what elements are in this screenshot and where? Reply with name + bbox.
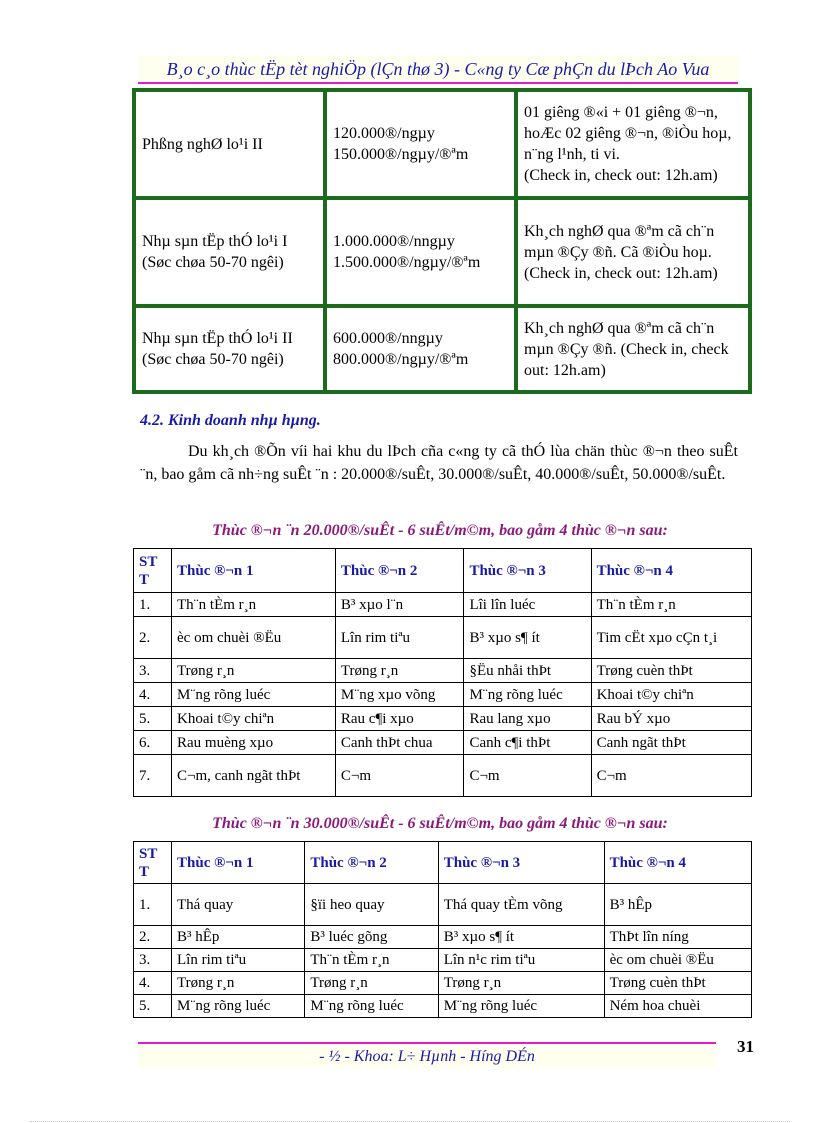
column-header: Thùc ®¬n 3 xyxy=(438,842,604,884)
menu2-table xyxy=(133,841,752,1018)
table-row xyxy=(134,659,752,683)
table-cell: 2. xyxy=(134,617,172,659)
table-header-row xyxy=(134,842,752,884)
table-cell: M¨ng rõng luéc xyxy=(305,995,438,1018)
table-row xyxy=(134,90,750,198)
table-cell: Rau lang xµo xyxy=(464,707,591,731)
table-cell: M¨ng rõng luéc xyxy=(438,995,604,1018)
table-cell: Rau bÝ xµo xyxy=(591,707,751,731)
page-header: B¸o c¸o thùc tËp tèt nghiÖp (lÇn thø 3) - C«ng ty Cæ phÇn du lÞch Ao Vua xyxy=(138,56,738,84)
table-cell: Khoai t©y chiªn xyxy=(591,683,751,707)
table-cell: Lîi lîn luéc xyxy=(464,593,591,617)
table-cell: 6. xyxy=(134,731,172,755)
column-header: Thùc ®¬n 4 xyxy=(604,842,751,884)
column-header: Thùc ®¬n 2 xyxy=(335,549,464,593)
page-footer: - ½ - Khoa: L÷ Hµnh - Híng DÉn xyxy=(138,1042,716,1068)
column-header: Thùc ®¬n 1 xyxy=(172,549,336,593)
table-cell: C¬m xyxy=(335,755,464,797)
menu2-title: Thùc ®¬n ¨n 30.000®/suÊt - 6 suÊt/m©m, bao gåm 4 thùc ®¬n sau: xyxy=(212,815,668,832)
bottom-divider xyxy=(30,1121,790,1122)
table-cell: B³ hÊp xyxy=(172,926,305,949)
column-header: ST T xyxy=(134,842,172,884)
room-price: 1.000.000®/nngµy 1.500.000®/ngµy/®ªm xyxy=(325,198,516,306)
table-cell: Lîn rim tiªu xyxy=(335,617,464,659)
room-name: Nhµ sµn tËp thÓ lo¹i II (Søc chøa 50-70 ngêi) xyxy=(134,306,325,392)
table-cell: Canh thÞt chua xyxy=(335,731,464,755)
intro-paragraph xyxy=(140,440,738,486)
section-heading: 4.2. Kinh doanh nhµ hµng. xyxy=(140,412,321,429)
table-cell: Canh c¶i thÞt xyxy=(464,731,591,755)
menu1-table xyxy=(133,548,752,797)
table-cell: 3. xyxy=(134,949,172,972)
table-cell: Trøng cuèn thÞt xyxy=(591,659,751,683)
table-cell: §ïi heo quay xyxy=(305,884,438,926)
table-cell: 1. xyxy=(134,884,172,926)
table-cell: Rau muèng xµo xyxy=(172,731,336,755)
table-cell: Trøng r¸n xyxy=(172,659,336,683)
table-cell: èc om chuèi ®Ëu xyxy=(172,617,336,659)
table-row xyxy=(134,593,752,617)
table-cell: C¬m xyxy=(464,755,591,797)
table-cell: 2. xyxy=(134,926,172,949)
table-row xyxy=(134,617,752,659)
table-cell: Thá quay tÈm võng xyxy=(438,884,604,926)
table-row xyxy=(134,995,752,1018)
table-cell: Khoai t©y chiªn xyxy=(172,707,336,731)
table-cell: C¬m, canh ngãt thÞt xyxy=(172,755,336,797)
table-cell: 1. xyxy=(134,593,172,617)
table-cell: 5. xyxy=(134,995,172,1018)
table-cell: Trøng r¸n xyxy=(335,659,464,683)
column-header: Thùc ®¬n 2 xyxy=(305,842,438,884)
table-cell: 4. xyxy=(134,972,172,995)
table-cell: èc om chuèi ®Ëu xyxy=(604,949,751,972)
table-row xyxy=(134,755,752,797)
room-price: 600.000®/nngµy 800.000®/ngµy/®ªm xyxy=(325,306,516,392)
table-cell: B³ xµo s¶ ít xyxy=(464,617,591,659)
table-cell: B³ xµo l¨n xyxy=(335,593,464,617)
column-header: Thùc ®¬n 1 xyxy=(172,842,305,884)
table-row xyxy=(134,926,752,949)
table-cell: M¨ng xµo võng xyxy=(335,683,464,707)
table-cell: Trøng r¸n xyxy=(438,972,604,995)
table-cell: Lîn rim tiªu xyxy=(172,949,305,972)
table-cell: C¬m xyxy=(591,755,751,797)
table-cell: Ném hoa chuèi xyxy=(604,995,751,1018)
table-cell: Tim cËt xµo cÇn t¸i xyxy=(591,617,751,659)
table-cell: Th¨n tÈm r¸n xyxy=(591,593,751,617)
table-row xyxy=(134,972,752,995)
table-row xyxy=(134,949,752,972)
table-cell: Thá quay xyxy=(172,884,305,926)
table-row xyxy=(134,884,752,926)
table-cell: Th¨n tÈm r¸n xyxy=(172,593,336,617)
column-header: Thùc ®¬n 4 xyxy=(591,549,751,593)
room-name: Nhµ sµn tËp thÓ lo¹i I (Søc chøa 50-70 ngêi) xyxy=(134,198,325,306)
table-row xyxy=(134,731,752,755)
room-desc: 01 giêng ®«i + 01 giêng ®¬n, hoÆc 02 giêng ®¬n, ®iÒu hoµ, n¨ng l¹nh, ti vi. (Check in, check out: 12h.am) xyxy=(516,90,750,198)
table-cell: 4. xyxy=(134,683,172,707)
paragraph-text: Du kh¸ch ®Õn víi hai khu du lÞch cña c«ng ty cã thÓ lùa chän thùc ®¬n theo suÊt ¨n, bao gåm cã nh÷ng suÊt ¨n : 20.000®/suÊt, 30.000®/suÊt, 40.000®/suÊt, 50.000®/suÊt. xyxy=(140,443,738,483)
table-row xyxy=(134,707,752,731)
table-cell: M¨ng rõng luéc xyxy=(464,683,591,707)
room-desc: Kh¸ch nghØ qua ®ªm cã ch¨n mµn ®Çy ®ñ. Cã ®iÒu hoµ. (Check in, check out: 12h.am) xyxy=(516,198,750,306)
table-cell: Lîn n¹c rim tiªu xyxy=(438,949,604,972)
column-header: ST T xyxy=(134,549,172,593)
table-cell: 5. xyxy=(134,707,172,731)
room-price-table xyxy=(132,88,752,394)
table-cell: 7. xyxy=(134,755,172,797)
table-cell: M¨ng rõng luéc xyxy=(172,683,336,707)
table-cell: Trøng r¸n xyxy=(305,972,438,995)
table-cell: B³ xµo s¶ ít xyxy=(438,926,604,949)
table-row xyxy=(134,683,752,707)
table-header-row xyxy=(134,549,752,593)
table-cell: §Ëu nhåi thÞt xyxy=(464,659,591,683)
room-name: Phßng nghØ lo¹i II xyxy=(134,90,325,198)
table-cell: B³ hÊp xyxy=(604,884,751,926)
room-price: 120.000®/ngµy 150.000®/ngµy/®ªm xyxy=(325,90,516,198)
page-number: 31 xyxy=(737,1037,754,1056)
table-cell: M¨ng rõng luéc xyxy=(172,995,305,1018)
menu1-title: Thùc ®¬n ¨n 20.000®/suÊt - 6 suÊt/m©m, bao gåm 4 thùc ®¬n sau: xyxy=(212,522,668,539)
table-cell: Trøng r¸n xyxy=(172,972,305,995)
table-cell: Trøng cuèn thÞt xyxy=(604,972,751,995)
table-cell: B³ luéc gõng xyxy=(305,926,438,949)
table-cell: Rau c¶i xµo xyxy=(335,707,464,731)
table-row xyxy=(134,306,750,392)
table-cell: 3. xyxy=(134,659,172,683)
table-cell: Canh ngãt thÞt xyxy=(591,731,751,755)
room-desc: Kh¸ch nghØ qua ®ªm cã ch¨n mµn ®Çy ®ñ. (Check in, check out: 12h.am) xyxy=(516,306,750,392)
table-row xyxy=(134,198,750,306)
column-header: Thùc ®¬n 3 xyxy=(464,549,591,593)
table-cell: ThÞt lîn níng xyxy=(604,926,751,949)
table-cell: Th¨n tÈm r¸n xyxy=(305,949,438,972)
